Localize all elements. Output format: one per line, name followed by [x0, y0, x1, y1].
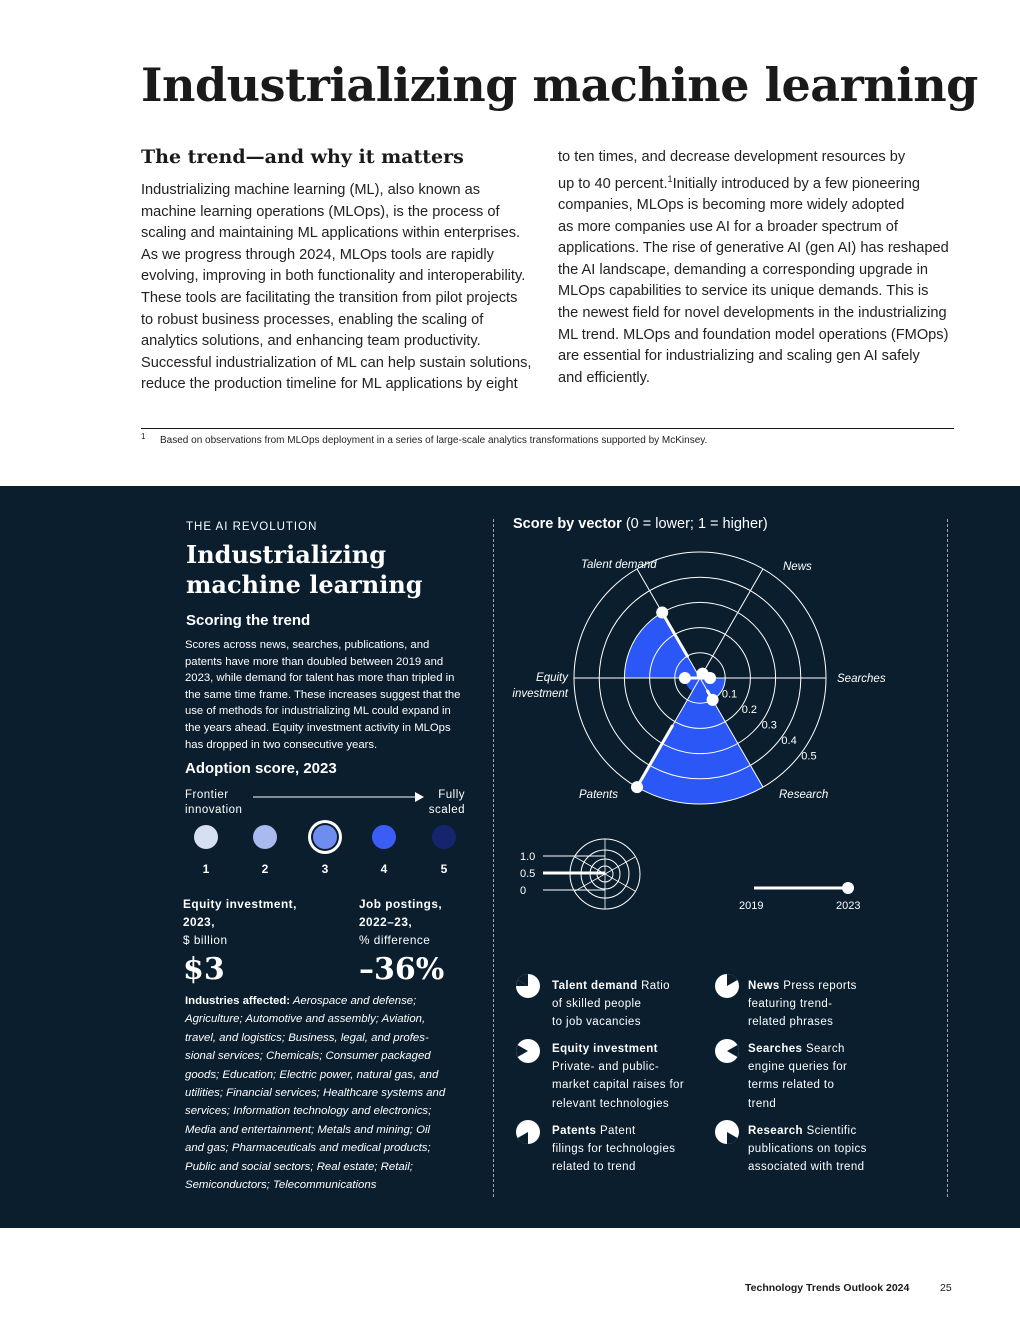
- body-line: As we progress through 2024, MLOps tools are rapidly: [141, 246, 494, 263]
- scale-label: 0.5: [520, 868, 536, 880]
- column-divider: [947, 519, 948, 1197]
- body-line: [558, 169, 958, 195]
- industries-line: utilities; Financial services; Healthcare systems and: [185, 1087, 446, 1100]
- body-text-right: [558, 147, 958, 389]
- year-label-2023: 2023: [836, 900, 861, 912]
- industries-line: and gas; Pharmaceuticals and medical products;: [185, 1142, 431, 1155]
- scoring-text: [185, 637, 485, 753]
- axis-label-equity-line: Equity: [536, 672, 568, 684]
- legend-line: [748, 1040, 847, 1058]
- searches-icon: [714, 1038, 740, 1064]
- legend-talent-demand-text: [552, 977, 670, 1032]
- axis-label-equity-line: investment: [512, 688, 568, 700]
- legend-patents-text: [552, 1122, 675, 1177]
- body-text-left: [141, 180, 541, 396]
- axis-label-talent-demand: Talent demand: [581, 559, 657, 571]
- legend-desc: Patent: [596, 1125, 636, 1137]
- chart-title: [513, 516, 768, 532]
- panel-title-line: Industrializing: [186, 540, 387, 569]
- frontier-label: [185, 788, 242, 818]
- scaled-line: scaled: [428, 804, 465, 816]
- body-line: to ten times, and decrease development resources by: [558, 149, 906, 165]
- year-legend: [739, 882, 860, 912]
- adoption-dot-2: [253, 825, 277, 849]
- legend-line: [748, 977, 857, 995]
- radar-ring-label: 0.1: [721, 688, 738, 701]
- legend-line: filings for technologies: [552, 1143, 676, 1156]
- legend-name: Patents: [552, 1125, 597, 1137]
- job-postings-label: [359, 895, 442, 949]
- adoption-dot-1: [194, 825, 218, 849]
- body-line: Successful industrialization of ML can help sustain solutions,: [141, 354, 532, 371]
- adoption-heading: Adoption score, 2023: [185, 760, 337, 777]
- industries-text: Aerospace and defense;: [290, 995, 417, 1007]
- footnote-mark: 1: [141, 432, 146, 441]
- footnote-ref: 1: [667, 173, 673, 184]
- industries-line: services; Information technology and electronics;: [185, 1105, 432, 1118]
- chart-subtitle: (0 = lower; 1 = higher): [625, 516, 768, 532]
- equity-label-line: Equity investment,: [183, 897, 297, 911]
- axis-label-research: Research: [779, 789, 829, 801]
- legend-line: Private- and public-: [552, 1061, 660, 1074]
- legend-name: Research: [748, 1125, 803, 1137]
- body-line: ML trend. MLOps and foundation model operations (FMOps): [558, 326, 949, 343]
- radar-ring-label: 0.2: [741, 704, 758, 717]
- adoption-number: 3: [321, 862, 329, 876]
- industries-line: goods; Education; Electric power, natural gas, and: [185, 1068, 439, 1081]
- adoption-arrow-icon: [253, 790, 425, 804]
- scoring-line: the years ahead. Equity investment activity in MLOps: [185, 721, 451, 734]
- scoring-line: patents have more than doubled between 2019 and: [185, 655, 444, 668]
- scoring-line: has dropped in two consecutive years.: [185, 738, 378, 751]
- legend-desc: Scientific: [802, 1125, 857, 1137]
- legend-name: Searches: [748, 1043, 803, 1055]
- legend-desc: Search: [802, 1043, 845, 1055]
- legend-line: [552, 1122, 675, 1140]
- industries-line: Public and social sectors; Real estate; Retail;: [185, 1160, 413, 1173]
- legend-desc: Press reports: [779, 980, 857, 992]
- adoption-dot-4: [372, 825, 396, 849]
- body-line-part: Initially introduced by a few pioneering: [672, 175, 920, 192]
- adoption-dot-5: [432, 825, 456, 849]
- radar-ring-label: 0.5: [801, 750, 817, 763]
- industries-affected: [185, 992, 485, 1194]
- scoring-line: 2023, while demand for talent has more than tripled in: [185, 672, 455, 685]
- equity-investment-value: $3: [183, 952, 225, 987]
- legend-line: featuring trend-: [748, 998, 833, 1011]
- adoption-number: 4: [380, 862, 388, 876]
- year-label-2019: 2019: [739, 900, 764, 912]
- patents-icon: [515, 1119, 541, 1145]
- body-line: and efficiently.: [558, 369, 650, 386]
- body-line: the newest field for novel developments in the industrializing: [558, 305, 947, 322]
- scoring-heading: Scoring the trend: [186, 612, 311, 629]
- radar-wedge-patents: [637, 678, 763, 804]
- industries-line: [185, 992, 485, 1010]
- section-heading: The trend—and why it matters: [141, 146, 464, 168]
- body-line: to robust business processes, enabling the scaling of: [141, 311, 484, 328]
- adoption-number: 1: [202, 862, 210, 876]
- body-line: MLOps capabilities to service its unique demands. This is: [558, 283, 929, 300]
- year-legend-dot: [842, 882, 854, 894]
- body-line: are essential for industrializing and scaling gen AI safely: [558, 348, 920, 365]
- page-title: Industrializing machine learning: [141, 58, 978, 112]
- jobs-label-line: 2022–23,: [359, 915, 413, 929]
- industries-line: travel, and logistics; Business, legal, and profes-: [185, 1031, 429, 1044]
- legend-line: publications on topics: [748, 1143, 867, 1156]
- equity-investment-label: [183, 895, 297, 949]
- body-line-part: up to 40 percent.: [558, 175, 668, 192]
- news-icon: [714, 973, 740, 999]
- scoring-line: use of methods for industrializing ML could expand in: [185, 705, 451, 718]
- panel-title-line: machine learning: [186, 570, 423, 599]
- industries-line: Media and entertainment; Metals and mining; Oil: [185, 1123, 431, 1136]
- legend-line: associated with trend: [748, 1161, 865, 1174]
- job-postings-value: –36%: [359, 952, 445, 987]
- axis-label-patents: Patents: [579, 789, 618, 801]
- legend-line: relevant technologies: [552, 1097, 670, 1110]
- body-line: scaling and maintaining ML applications within enterprises.: [141, 225, 521, 242]
- legend-equity-text: [552, 1040, 684, 1113]
- legend-line: trend: [748, 1097, 777, 1110]
- legend-name: News: [748, 980, 780, 992]
- radar-chart: [500, 548, 940, 918]
- scale-label: 1.0: [520, 851, 536, 863]
- adoption-dot-3: [313, 825, 337, 849]
- talent-demand-icon: [515, 973, 541, 999]
- body-line: analytics solutions, and enhancing team productivity.: [141, 333, 481, 350]
- legend-desc: Ratio: [637, 980, 670, 992]
- legend-line: engine queries for: [748, 1061, 848, 1074]
- column-divider: [493, 519, 494, 1197]
- footnote-divider: [141, 428, 954, 429]
- radar-point-research: [707, 694, 719, 706]
- chart-title-bold: Score by vector: [513, 516, 622, 532]
- frontier-line: Frontier: [185, 789, 229, 801]
- body-line: machine learning operations (MLOps), is the process of: [141, 203, 500, 220]
- radar-point-searches: [704, 672, 716, 684]
- adoption-number: 2: [261, 862, 269, 876]
- legend-name: Equity investment: [552, 1043, 658, 1055]
- panel-kicker: THE AI REVOLUTION: [186, 521, 318, 533]
- scale-label: 0: [520, 885, 527, 897]
- jobs-label-unit: % difference: [359, 933, 431, 947]
- body-line: reduce the production timeline for ML applications by eight: [141, 376, 518, 393]
- industries-line: Agriculture; Automotive and assembly; Aviation,: [185, 1013, 426, 1026]
- body-line: as more companies use AI for a broader spectrum of: [558, 218, 898, 235]
- radar-point-equity-investment: [679, 672, 691, 684]
- industries-line: sional services; Chemicals; Consumer packaged: [185, 1050, 431, 1063]
- industries-label: Industries affected:: [185, 995, 291, 1007]
- equity-label-unit: $ billion: [183, 933, 228, 947]
- radar-spoke: [700, 569, 763, 678]
- trend-scoring-panel: [0, 486, 1020, 1228]
- equity-label-line: 2023,: [183, 915, 216, 929]
- page-number: 25: [940, 1282, 952, 1294]
- scale-legend: [520, 839, 640, 909]
- radar-point-patents: [631, 781, 643, 793]
- footer-title: Technology Trends Outlook 2024: [745, 1282, 910, 1294]
- radar-point-talent-demand: [656, 607, 668, 619]
- legend-line: [748, 1122, 867, 1140]
- axis-label-searches: Searches: [837, 673, 886, 685]
- body-line: evolving, improving in both functionality and interoperability.: [141, 268, 526, 285]
- frontier-line: innovation: [185, 804, 243, 816]
- axis-label-news: News: [783, 561, 812, 573]
- legend-name: Talent demand: [552, 980, 638, 992]
- legend-research-text: [748, 1122, 867, 1177]
- footnote-text: Based on observations from MLOps deployment in a series of large-scale analytics transformations supported by McKinsey.: [160, 435, 708, 446]
- legend-line: [552, 977, 670, 995]
- legend-line: market capital raises for: [552, 1079, 685, 1092]
- legend-news-text: [748, 977, 857, 1032]
- research-icon: [714, 1119, 740, 1145]
- legend-line: [552, 1040, 684, 1058]
- legend-line: to job vacancies: [552, 1016, 641, 1029]
- equity-investment-icon: [515, 1038, 541, 1064]
- panel-title: [186, 540, 476, 600]
- jobs-label-line: Job postings,: [359, 897, 443, 911]
- industries-line: Semiconductors; Telecommunications: [185, 1179, 377, 1192]
- legend-searches-text: [748, 1040, 847, 1113]
- body-line: Industrializing machine learning (ML), also known as: [141, 182, 481, 198]
- body-line: These tools are facilitating the transition from pilot projects: [141, 289, 518, 306]
- legend-line: related to trend: [552, 1161, 636, 1174]
- body-line: the AI landscape, demanding a corresponding upgrade in: [558, 261, 928, 278]
- scaled-line: Fully: [438, 789, 465, 801]
- legend-line: terms related to: [748, 1079, 835, 1092]
- scoring-line: the same time frame. These increases suggest that the: [185, 688, 461, 701]
- radar-ring-label: 0.3: [761, 719, 777, 732]
- scoring-line: Scores across news, searches, publications, and: [185, 639, 430, 651]
- adoption-number: 5: [440, 862, 448, 876]
- legend-line: of skilled people: [552, 998, 642, 1011]
- radar-ring-label: 0.4: [781, 735, 797, 748]
- body-line: companies, MLOps is becoming more widely adopted: [558, 197, 905, 214]
- legend-line: related phrases: [748, 1016, 834, 1029]
- body-line: applications. The rise of generative AI (gen AI) has reshaped: [558, 240, 949, 257]
